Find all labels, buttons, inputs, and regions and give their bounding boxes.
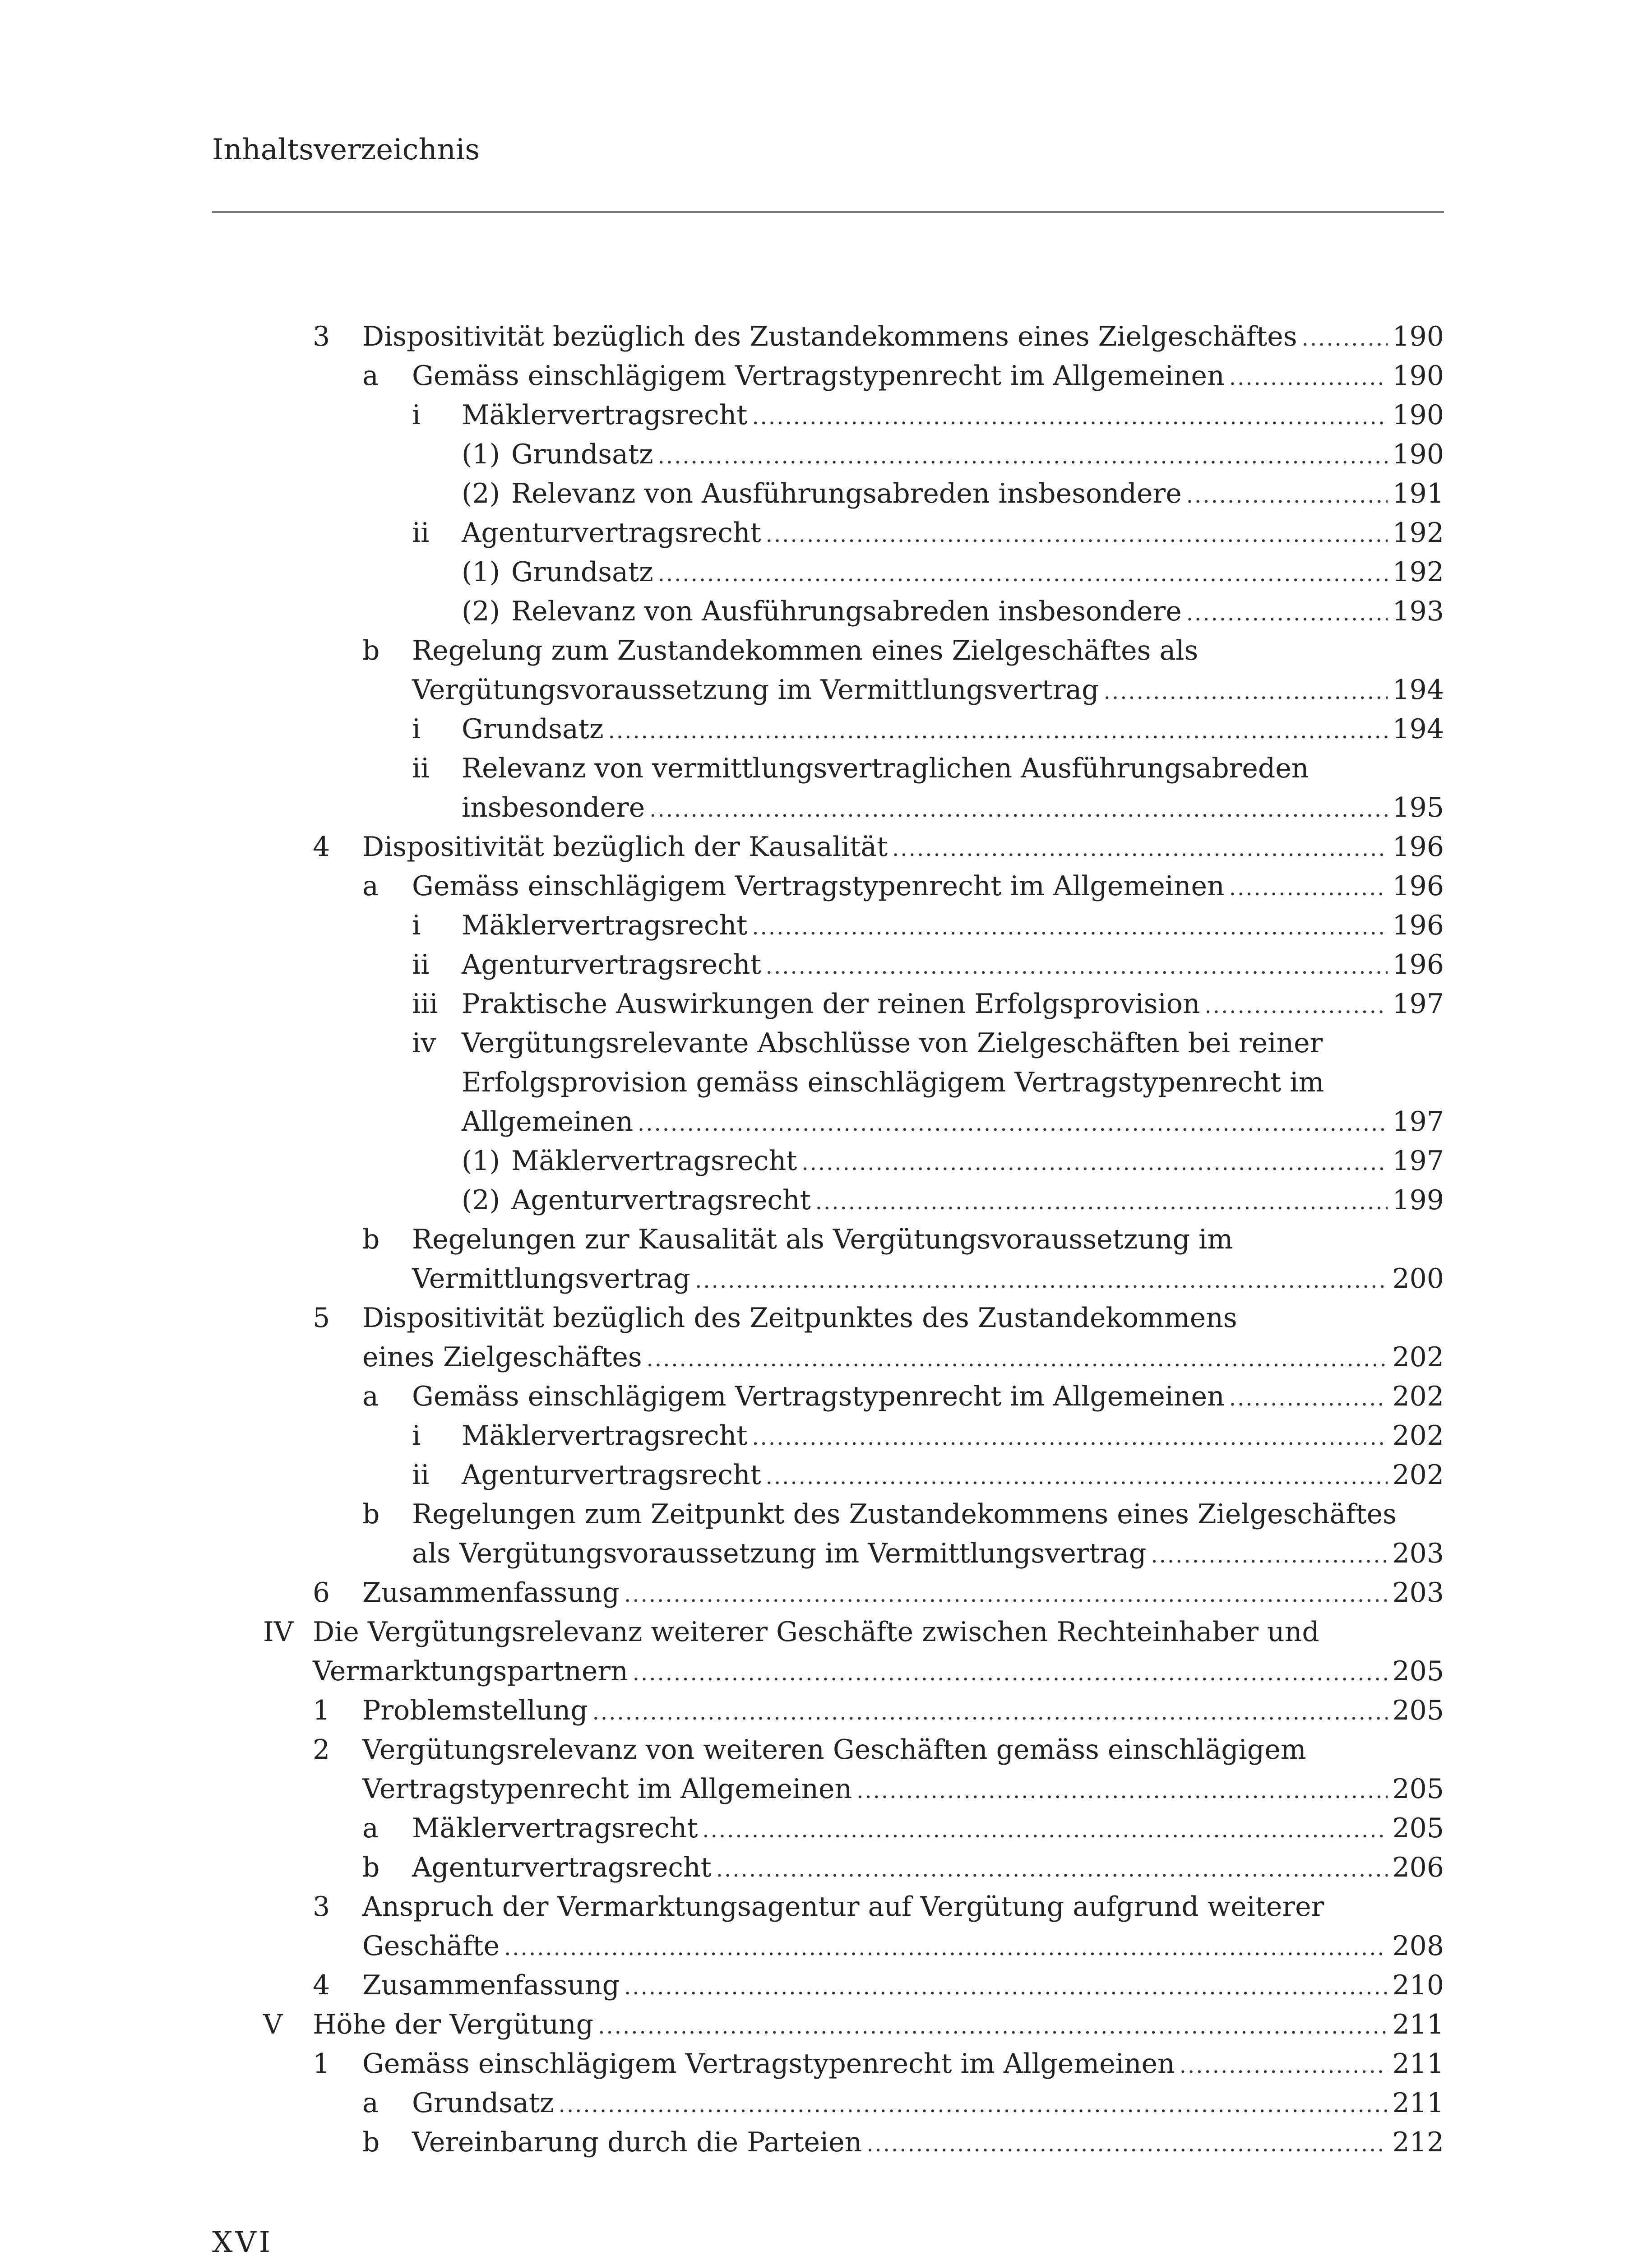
toc-entry-title: Mäklervertragsrecht [462, 910, 748, 941]
toc-entry-line [0, 1848, 1652, 1887]
toc-entry-title: Zusammenfassung [362, 1969, 620, 2001]
toc-entry-line [0, 1770, 1652, 1809]
toc-entry-page: 191 [1392, 478, 1444, 509]
toc-entry-title: Praktische Auswirkungen der reinen Erfolgsprovision [462, 988, 1200, 1020]
dot-leader [647, 1340, 1388, 1379]
toc-entry-line [0, 788, 1652, 828]
toc-entry [0, 2084, 1652, 2123]
toc-entry-title: Agenturvertragsrecht [462, 1459, 761, 1491]
table-of-contents [0, 317, 1652, 2162]
dot-leader [633, 1654, 1388, 1693]
toc-entry-title: Agenturvertragsrecht [462, 949, 761, 980]
toc-entry [0, 906, 1652, 945]
toc-entry-page: 205 [1392, 1655, 1444, 1687]
toc-entry-page: 194 [1392, 674, 1444, 706]
dot-leader [1302, 319, 1388, 358]
toc-entry-page: 211 [1392, 2048, 1444, 2080]
toc-entry-title: insbesondere [462, 792, 645, 823]
dot-leader [856, 1771, 1388, 1811]
toc-entry-title: eines Zielgeschäftes [362, 1341, 642, 1373]
toc-entry [0, 2044, 1652, 2084]
toc-entry-line [0, 1887, 1652, 1927]
toc-entry-number: a [362, 2087, 379, 2119]
toc-entry [0, 1573, 1652, 1613]
toc-entry [0, 749, 1652, 828]
toc-entry-page: 196 [1392, 910, 1444, 941]
toc-entry-page: 205 [1392, 1695, 1444, 1726]
toc-entry-line [0, 435, 1652, 474]
dot-leader [892, 829, 1388, 869]
dot-leader [695, 1261, 1388, 1300]
toc-entry-page: 202 [1392, 1420, 1444, 1452]
toc-entry-page: 192 [1392, 517, 1444, 549]
dot-leader [716, 1850, 1388, 1889]
dot-leader [1104, 672, 1388, 712]
toc-entry-title: Erfolgsprovision gemäss einschlägigem Vertragstypenrecht im [462, 1067, 1324, 1098]
toc-entry-number: 3 [313, 321, 330, 352]
dot-leader [608, 712, 1388, 751]
toc-entry-title: Agenturvertragsrecht [412, 1852, 712, 1883]
toc-entry-title: Relevanz von Ausführungsabreden insbesondere [511, 478, 1182, 509]
toc-entry-line [0, 1299, 1652, 1338]
toc-entry-line [0, 749, 1652, 788]
toc-entry-line [0, 1495, 1652, 1534]
toc-entry-number: 1 [313, 1695, 330, 1726]
toc-entry [0, 1613, 1652, 1691]
toc-entry-number: b [362, 1498, 380, 1530]
toc-entry-number: ii [412, 949, 430, 980]
toc-entry-number: (2) [462, 478, 500, 509]
toc-entry-line [0, 592, 1652, 631]
toc-entry-title: Grundsatz [511, 556, 653, 588]
toc-entry-line [0, 828, 1652, 867]
toc-entry-number: (1) [462, 1145, 500, 1177]
toc-entry-line [0, 1456, 1652, 1495]
toc-entry-line [0, 985, 1652, 1024]
toc-entry-number: 3 [313, 1891, 330, 1923]
dot-leader [658, 555, 1388, 594]
toc-entry-line [0, 396, 1652, 435]
toc-entry [0, 1809, 1652, 1848]
toc-entry-line [0, 474, 1652, 513]
toc-entry [0, 1416, 1652, 1456]
toc-entry-line [0, 1063, 1652, 1102]
toc-entry-title: Mäklervertragsrecht [511, 1145, 797, 1177]
toc-entry-number: (1) [462, 439, 500, 470]
toc-entry-page: 200 [1392, 1263, 1444, 1294]
toc-entry-page: 197 [1392, 1106, 1444, 1137]
toc-entry-page: 192 [1392, 556, 1444, 588]
toc-entry-page: 196 [1392, 949, 1444, 980]
toc-entry-line [0, 1966, 1652, 2005]
toc-entry [0, 1848, 1652, 1887]
toc-entry-title: Zusammenfassung [362, 1577, 620, 1609]
toc-entry-page: 190 [1392, 399, 1444, 431]
toc-entry-title: Vermarktungspartnern [313, 1655, 628, 1687]
toc-entry-line [0, 1102, 1652, 1142]
toc-entry-page: 194 [1392, 713, 1444, 745]
page-number: XVI [212, 2226, 273, 2256]
toc-entry-title: Relevanz von Ausführungsabreden insbesondere [511, 596, 1182, 627]
toc-entry-title: Gemäss einschlägigem Vertragstypenrecht im Allgemeinen [412, 870, 1225, 902]
toc-entry [0, 828, 1652, 867]
toc-entry-line [0, 1142, 1652, 1181]
toc-entry-title: Vereinbarung durch die Parteien [412, 2127, 862, 2158]
toc-entry [0, 1495, 1652, 1573]
toc-entry [0, 1181, 1652, 1220]
toc-entry-page: 197 [1392, 988, 1444, 1020]
header-rule [212, 211, 1444, 213]
toc-entry-line [0, 2005, 1652, 2044]
toc-entry-line [0, 710, 1652, 749]
toc-entry-title: Mäklervertragsrecht [462, 1420, 748, 1452]
toc-entry-title: Problemstellung [362, 1695, 588, 1726]
toc-entry-title: Gemäss einschlägigem Vertragstypenrecht im Allgemeinen [412, 360, 1225, 392]
toc-entry-line [0, 1377, 1652, 1416]
toc-entry-line [0, 513, 1652, 553]
toc-entry-number: i [412, 910, 421, 941]
dot-leader [1186, 594, 1388, 633]
toc-entry-title: Die Vergütungsrelevanz weiterer Geschäfte zwischen Rechteinhaber und [313, 1616, 1319, 1648]
toc-entry-number: 4 [313, 1969, 330, 2001]
dot-leader [1229, 1379, 1388, 1418]
toc-entry-page: 196 [1392, 870, 1444, 902]
dot-leader [638, 1104, 1388, 1143]
toc-entry-line [0, 1181, 1652, 1220]
toc-entry-title: Dispositivität bezüglich des Zeitpunktes des Zustandekommens [362, 1302, 1237, 1334]
toc-entry-page: 212 [1392, 2127, 1444, 2158]
toc-entry-title: Dispositivität bezüglich des Zustandekommens eines Zielgeschäftes [362, 321, 1297, 352]
toc-entry-number: iii [412, 988, 438, 1020]
toc-entry-page: 211 [1392, 2009, 1444, 2040]
dot-leader [598, 2007, 1388, 2046]
toc-entry [0, 945, 1652, 985]
toc-entry [0, 1966, 1652, 2005]
dot-leader [1186, 476, 1388, 515]
toc-entry-number: 1 [313, 2048, 330, 2080]
toc-entry-number: a [362, 360, 379, 392]
dot-leader [1205, 986, 1388, 1026]
toc-entry-page: 190 [1392, 321, 1444, 352]
toc-entry-line [0, 867, 1652, 906]
toc-entry-line [0, 2044, 1652, 2084]
toc-entry [0, 2005, 1652, 2044]
toc-entry-number: (2) [462, 1184, 500, 1216]
toc-entry-title: Mäklervertragsrecht [462, 399, 748, 431]
toc-entry-number: 2 [313, 1734, 330, 1766]
dot-leader [658, 437, 1388, 476]
dot-leader [624, 1575, 1388, 1614]
toc-entry-title: Relevanz von vermittlungsvertraglichen Ausführungsabreden [462, 753, 1309, 784]
toc-entry-page: 190 [1392, 439, 1444, 470]
toc-entry [0, 592, 1652, 631]
toc-entry-title: Vergütungsvoraussetzung im Vermittlungsvertrag [412, 674, 1099, 706]
toc-entry [0, 1691, 1652, 1730]
toc-entry-line [0, 670, 1652, 710]
toc-entry-page: 211 [1392, 2087, 1444, 2119]
toc-entry-number: b [362, 2127, 380, 2158]
toc-entry-title: Allgemeinen [462, 1106, 634, 1137]
toc-entry-page: 203 [1392, 1577, 1444, 1609]
toc-entry [0, 396, 1652, 435]
toc-entry-number: b [362, 635, 380, 666]
toc-entry-line [0, 1613, 1652, 1652]
toc-entry-line [0, 1809, 1652, 1848]
toc-entry [0, 867, 1652, 906]
toc-entry-number: b [362, 1852, 380, 1883]
toc-entry-line [0, 1730, 1652, 1770]
toc-entry-title: Agenturvertragsrecht [511, 1184, 811, 1216]
dot-leader [801, 1143, 1388, 1183]
toc-entry [0, 1456, 1652, 1495]
toc-entry-title: Grundsatz [462, 713, 604, 745]
toc-entry-number: a [362, 870, 379, 902]
toc-entry [0, 513, 1652, 553]
toc-entry-line [0, 906, 1652, 945]
toc-entry-title: Vergütungsrelevanz von weiteren Geschäften gemäss einschlägigem [362, 1734, 1306, 1766]
dot-leader [766, 947, 1388, 986]
toc-entry-line [0, 1024, 1652, 1063]
toc-entry-page: 202 [1392, 1341, 1444, 1373]
toc-entry-page: 202 [1392, 1381, 1444, 1412]
dot-leader [1229, 358, 1388, 398]
toc-entry-number: i [412, 399, 421, 431]
toc-entry-page: 196 [1392, 831, 1444, 863]
dot-leader [752, 1418, 1388, 1457]
toc-entry-line [0, 2084, 1652, 2123]
toc-entry [0, 1142, 1652, 1181]
toc-entry-number: (1) [462, 556, 500, 588]
toc-entry-line [0, 317, 1652, 356]
dot-leader [624, 1968, 1388, 2007]
dot-leader [1180, 2046, 1388, 2085]
toc-entry-page: 202 [1392, 1459, 1444, 1491]
toc-entry-line [0, 945, 1652, 985]
dot-leader [815, 1183, 1388, 1222]
toc-entry-title: Gemäss einschlägigem Vertragstypenrecht im Allgemeinen [362, 2048, 1175, 2080]
toc-entry-title: Regelungen zum Zeitpunkt des Zustandekommens eines Zielgeschäftes [412, 1498, 1397, 1530]
toc-entry [0, 553, 1652, 592]
dot-leader [702, 1811, 1388, 1850]
toc-entry [0, 317, 1652, 356]
toc-entry-number: 6 [313, 1577, 330, 1609]
dot-leader [866, 2125, 1388, 2164]
toc-entry [0, 356, 1652, 396]
toc-entry-number: V [263, 2009, 283, 2040]
toc-entry-page: 205 [1392, 1773, 1444, 1805]
toc-entry-page: 210 [1392, 1969, 1444, 2001]
dot-leader [592, 1693, 1388, 1732]
toc-entry-line [0, 1259, 1652, 1299]
toc-entry [0, 1299, 1652, 1377]
toc-entry-line [0, 1220, 1652, 1259]
toc-entry-title: Agenturvertragsrecht [462, 517, 761, 549]
toc-entry-line [0, 1534, 1652, 1573]
toc-entry-title: Vermittlungsvertrag [412, 1263, 691, 1294]
toc-entry-line [0, 1652, 1652, 1691]
toc-entry-title: als Vergütungsvoraussetzung im Vermittlungsvertrag [412, 1538, 1147, 1569]
toc-entry-title: Geschäfte [362, 1930, 500, 1962]
toc-entry-title: Vergütungsrelevante Abschlüsse von Zielgeschäften bei reiner [462, 1027, 1323, 1059]
toc-entry [0, 2123, 1652, 2162]
toc-entry-page: 190 [1392, 360, 1444, 392]
toc-entry-title: Gemäss einschlägigem Vertragstypenrecht im Allgemeinen [412, 1381, 1225, 1412]
dot-leader [504, 1928, 1388, 1968]
running-head: Inhaltsverzeichnis [212, 133, 480, 166]
dot-leader [752, 398, 1388, 437]
toc-entry-page: 197 [1392, 1145, 1444, 1177]
toc-entry-title: Mäklervertragsrecht [412, 1812, 698, 1844]
toc-entry-line [0, 1338, 1652, 1377]
dot-leader [649, 790, 1388, 829]
toc-entry-page: 205 [1392, 1812, 1444, 1844]
toc-entry-page: 195 [1392, 792, 1444, 823]
toc-entry-line [0, 2123, 1652, 2162]
toc-entry-number: ii [412, 753, 430, 784]
toc-entry-line [0, 1927, 1652, 1966]
dot-leader [559, 2085, 1388, 2125]
toc-entry-number: iv [412, 1027, 436, 1059]
toc-entry [0, 474, 1652, 513]
toc-entry-title: Regelung zum Zustandekommen eines Zielgeschäftes als [412, 635, 1199, 666]
toc-entry-line [0, 631, 1652, 670]
toc-entry-number: IV [263, 1616, 294, 1648]
toc-entry-number: 5 [313, 1302, 330, 1334]
toc-entry-title: Grundsatz [511, 439, 653, 470]
dot-leader [766, 1457, 1388, 1497]
toc-entry [0, 1887, 1652, 1966]
toc-entry-number: 4 [313, 831, 330, 863]
toc-entry [0, 1220, 1652, 1299]
toc-entry-title: Höhe der Vergütung [313, 2009, 594, 2040]
toc-entry-line [0, 1691, 1652, 1730]
toc-entry-title: Vertragstypenrecht im Allgemeinen [362, 1773, 852, 1805]
toc-entry-title: Grundsatz [412, 2087, 554, 2119]
toc-entry [0, 435, 1652, 474]
dot-leader [766, 515, 1388, 555]
dot-leader [752, 908, 1388, 947]
toc-entry-line [0, 356, 1652, 396]
toc-entry-line [0, 1573, 1652, 1613]
dot-leader [1229, 869, 1388, 908]
toc-entry-page: 203 [1392, 1538, 1444, 1569]
toc-entry [0, 1024, 1652, 1142]
toc-entry [0, 1730, 1652, 1809]
toc-entry-number: i [412, 713, 421, 745]
toc-entry-number: ii [412, 517, 430, 549]
toc-entry-line [0, 553, 1652, 592]
toc-entry-number: (2) [462, 596, 500, 627]
toc-entry [0, 985, 1652, 1024]
toc-entry-page: 199 [1392, 1184, 1444, 1216]
dot-leader [1151, 1536, 1388, 1575]
toc-entry [0, 631, 1652, 710]
toc-entry-title: Regelungen zur Kausalität als Vergütungsvoraussetzung im [412, 1224, 1233, 1255]
toc-entry-line [0, 1416, 1652, 1456]
toc-entry-title: Anspruch der Vermarktungsagentur auf Vergütung aufgrund weiterer [362, 1891, 1324, 1923]
toc-entry [0, 1377, 1652, 1416]
toc-entry [0, 710, 1652, 749]
toc-entry-number: a [362, 1381, 379, 1412]
toc-entry-number: ii [412, 1459, 430, 1491]
toc-entry-number: a [362, 1812, 379, 1844]
toc-entry-page: 193 [1392, 596, 1444, 627]
toc-entry-page: 208 [1392, 1930, 1444, 1962]
toc-entry-number: b [362, 1224, 380, 1255]
toc-entry-number: i [412, 1420, 421, 1452]
toc-entry-page: 206 [1392, 1852, 1444, 1883]
toc-entry-title: Dispositivität bezüglich der Kausalität [362, 831, 888, 863]
